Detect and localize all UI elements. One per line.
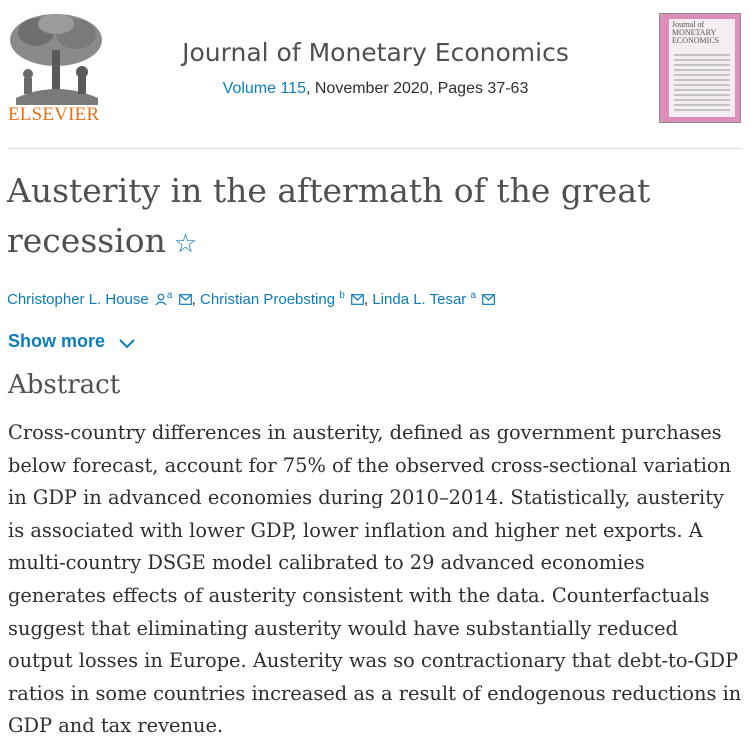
- star-outline-icon[interactable]: ☆: [173, 229, 198, 259]
- cover-inner: [669, 19, 735, 117]
- author-list: [7, 290, 495, 308]
- author-name[interactable]: Christopher L. House: [7, 291, 149, 308]
- person-icon[interactable]: [155, 293, 167, 305]
- abstract-text: Cross-country differences in austerity, defined as government purchases below forecast, account for 75% of the observed cross-sectional variation in GDP in advanced economies during 2010–2014. Statistically, austerity is associated with lower GDP, lower inflation and higher net exports. A multi-country DSGE model calibrated to 29 advanced economies generates effects of austerity consistent with the data. Counterfactuals suggest that eliminating austerity would have substantially reduced output losses in Europe. Austerity was so contractionary that debt-to-GDP ratios in some countries increased as a result of endogenous reductions in GDP and tax revenue.: [8, 421, 742, 738]
- journal-cover[interactable]: [659, 13, 741, 123]
- article-title: [7, 166, 707, 269]
- show-more-label: Show more: [8, 331, 106, 351]
- volume-link[interactable]: Volume 115: [222, 80, 306, 97]
- abstract-heading: Abstract: [8, 370, 121, 400]
- affiliation-marker[interactable]: a: [470, 290, 477, 301]
- author-separator: ,: [363, 291, 373, 308]
- mail-icon[interactable]: [179, 294, 192, 305]
- journal-meta: [0, 80, 751, 98]
- author-name[interactable]: Christian Proebsting: [200, 291, 336, 308]
- journal-header: [0, 0, 751, 148]
- article-title-text: Austerity in the aftermath of the great recession: [7, 171, 651, 260]
- journal-title[interactable]: Journal of Monetary Economics: [182, 38, 569, 67]
- mail-icon[interactable]: [351, 294, 364, 305]
- header-divider: [8, 148, 741, 149]
- cover-lines: [669, 51, 735, 114]
- chevron-down-icon: [118, 337, 136, 349]
- affiliation-marker[interactable]: a: [166, 290, 173, 301]
- author-separator: ,: [191, 291, 200, 308]
- show-more-button[interactable]: [8, 331, 136, 352]
- issue-details: , November 2020, Pages 37-63: [305, 80, 529, 97]
- mail-icon[interactable]: [482, 294, 495, 305]
- elsevier-wordmark: ELSEVIER: [8, 104, 100, 125]
- cover-title: Journal of MONETARY ECONOMICS: [672, 20, 720, 45]
- affiliation-marker[interactable]: b: [339, 290, 345, 301]
- author-name[interactable]: Linda L. Tesar: [372, 291, 467, 308]
